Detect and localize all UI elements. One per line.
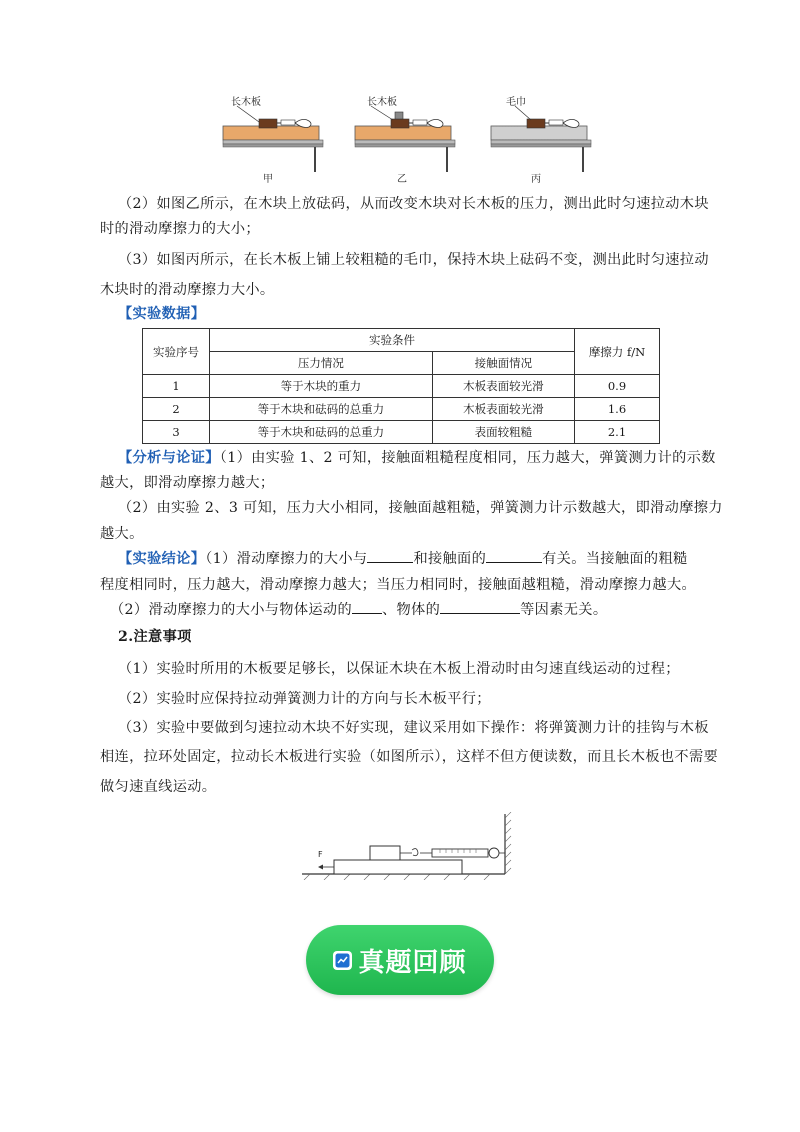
row1-friction: 0.9 xyxy=(575,375,660,398)
force-label: F xyxy=(318,850,323,859)
chart-icon xyxy=(333,951,352,970)
conclusion-c2-c: 等因素无关。 xyxy=(520,602,608,618)
blank-2[interactable] xyxy=(486,548,542,563)
panel-yi xyxy=(355,106,455,172)
table-row xyxy=(143,375,660,398)
header-seq: 实验序号 xyxy=(143,329,210,375)
panel-bing-label: 毛巾 xyxy=(506,97,526,108)
step2-line2: 时的滑动摩擦力的大小； xyxy=(100,221,260,237)
step3-line2: 木块时的滑动摩擦力大小。 xyxy=(100,282,275,298)
panel-bing xyxy=(491,106,591,172)
analysis-p1-line2: 越大，即滑动摩擦力越大； xyxy=(100,475,275,491)
conclusion-c1-c: 有关。当接触面的粗糙 xyxy=(542,551,688,567)
conclusion-c2-b: 、物体的 xyxy=(381,602,441,618)
conclusion-heading: 【实验结论】 xyxy=(118,551,206,567)
row2-pressure: 等于木块和砝码的总重力 xyxy=(210,398,433,421)
blank-3[interactable] xyxy=(352,599,382,614)
blank-1[interactable] xyxy=(367,548,413,563)
analysis-heading: 【分析与论证】 xyxy=(118,450,220,466)
note-2: （2）实验时应保持拉动弹簧测力计的方向与长木板平行； xyxy=(118,691,491,707)
apparatus-drawing xyxy=(300,812,515,880)
conclusion-line1 xyxy=(118,545,706,574)
conclusion-c1-b: 和接触面的 xyxy=(413,551,487,567)
row3-pressure: 等于木块和砝码的总重力 xyxy=(210,421,433,444)
row2-friction: 1.6 xyxy=(575,398,660,421)
review-badge[interactable] xyxy=(306,925,494,995)
analysis-p1-line1: （1）由实验 1、2 可知，接触面粗糙程度相同，压力越大，弹簧测力计的示数 xyxy=(219,450,716,466)
note-3-line2: 相连，拉环处固定，拉动长木板进行实验（如图所示），这样不但方便读数，而且长木板也不需要 xyxy=(100,749,719,765)
panel-jia-caption: 甲 xyxy=(263,174,273,185)
panel-jia xyxy=(223,106,323,172)
experiment-figure-bottom xyxy=(300,812,515,880)
panel-yi-caption: 乙 xyxy=(397,174,407,185)
notes-heading: 2.注意事项 xyxy=(118,629,192,645)
row1-pressure: 等于木块的重力 xyxy=(210,375,433,398)
note-3-line1: （3）实验中要做到匀速拉动木块不好实现，建议采用如下操作：将弹簧测力计的挂钩与木板 xyxy=(118,720,709,736)
header-surface: 接触面情况 xyxy=(432,352,574,375)
analysis-p2-line2: 越大。 xyxy=(100,526,144,542)
note-1: （1）实验时所用的木板要足够长，以保证木块在木板上滑动时由匀速直线运动的过程； xyxy=(118,661,680,677)
conclusion-c1-line2: 程度相同时，压力越大，滑动摩擦力越大；当压力相同时，接触面越粗糙，滑动摩擦力越大。 xyxy=(100,577,697,593)
note-3-line3: 做匀速直线运动。 xyxy=(100,779,217,795)
data-heading: 【实验数据】 xyxy=(118,306,206,322)
header-pressure: 压力情况 xyxy=(210,352,433,375)
conclusion-c1-a: （1）滑动摩擦力的大小与 xyxy=(205,551,368,567)
row1-surface: 木板表面较光滑 xyxy=(432,375,574,398)
row2-seq: 2 xyxy=(143,398,210,421)
row3-seq: 3 xyxy=(143,421,210,444)
row1-seq: 1 xyxy=(143,375,210,398)
step3-line1: （3）如图丙所示，在长木板上铺上较粗糙的毛巾，保持木块上砝码不变，测出此时匀速拉动 xyxy=(118,252,709,268)
table-row xyxy=(143,421,660,444)
table-row xyxy=(143,398,660,421)
blank-4[interactable] xyxy=(440,599,520,614)
conclusion-c2-a: （2）滑动摩擦力的大小与物体运动的 xyxy=(110,602,352,618)
row3-surface: 表面较粗糙 xyxy=(432,421,574,444)
row2-surface: 木板表面较光滑 xyxy=(432,398,574,421)
panel-yi-label: 长木板 xyxy=(367,97,397,108)
experiment-panels-drawing xyxy=(215,92,605,184)
analysis-p2-line1: （2）由实验 2、3 可知，压力大小相同，接触面越粗糙，弹簧测力计示数越大，即滑动摩擦力 xyxy=(118,500,723,516)
panel-bing-caption: 丙 xyxy=(531,174,541,185)
experiment-figure-top xyxy=(215,92,605,184)
header-conditions: 实验条件 xyxy=(210,329,575,352)
panel-jia-label: 长木板 xyxy=(231,97,261,108)
header-friction: 摩擦力 f/N xyxy=(575,329,660,375)
data-table xyxy=(142,328,660,444)
badge-label: 真题回顾 xyxy=(358,947,467,978)
conclusion-line3 xyxy=(110,596,698,625)
step2-line1: （2）如图乙所示，在木块上放砝码，从而改变木块对长木板的压力，测出此时匀速拉动木块 xyxy=(118,196,709,212)
row3-friction: 2.1 xyxy=(575,421,660,444)
